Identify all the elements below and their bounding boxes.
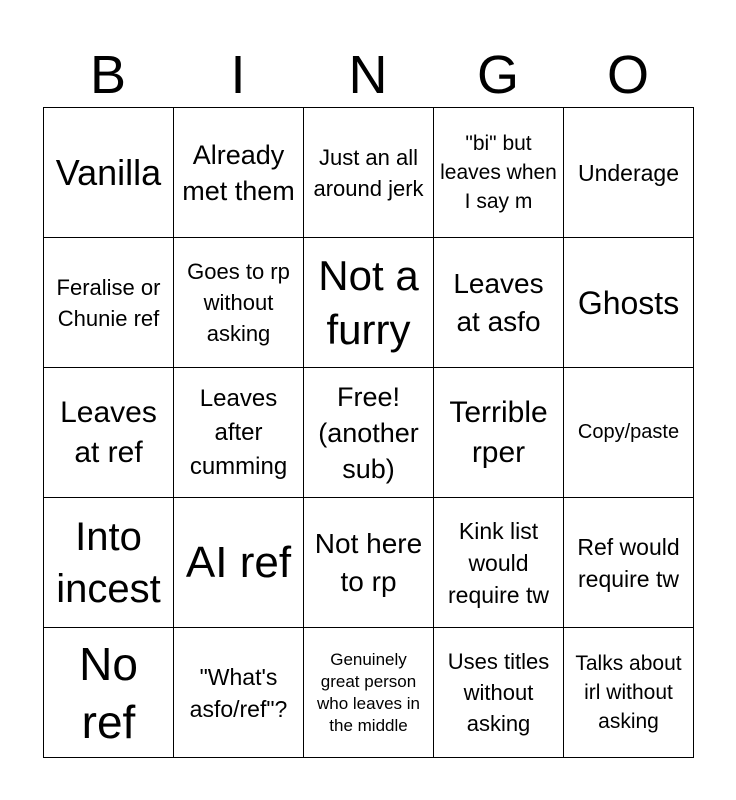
bingo-cell-text: No ref — [79, 637, 138, 748]
bingo-cell-text: Ref would require tw — [577, 533, 680, 592]
bingo-cell[interactable] — [304, 628, 434, 758]
bingo-cell-text: Underage — [577, 159, 680, 186]
bingo-cell-text: Talks about irl without asking — [575, 652, 682, 733]
bingo-cell-text: AI ref — [185, 537, 292, 587]
free-space-cell[interactable] — [304, 368, 434, 498]
bingo-cell[interactable] — [434, 238, 564, 368]
header-letter-i: I — [230, 45, 246, 105]
header-letter-g: G — [476, 45, 519, 105]
bingo-cell[interactable] — [434, 498, 564, 628]
bingo-cell-text: Into incest — [56, 514, 161, 611]
bingo-cell[interactable] — [564, 238, 694, 368]
header-letter-o: O — [606, 45, 649, 105]
bingo-cell-text: Ghosts — [577, 284, 680, 321]
bingo-cell-text: "bi" but leaves when I say m — [440, 132, 557, 213]
free-space-text: Free! (another sub) — [318, 381, 419, 484]
bingo-cell[interactable] — [44, 108, 174, 238]
bingo-cell[interactable] — [304, 108, 434, 238]
bingo-cell[interactable] — [564, 108, 694, 238]
header-letter-b: B — [89, 45, 127, 105]
bingo-cell[interactable] — [434, 108, 564, 238]
bingo-cell-text: Feralise or Chunie ref — [56, 274, 161, 331]
bingo-header — [43, 42, 693, 108]
bingo-cell-text: Terrible rper — [449, 395, 548, 469]
bingo-cell-text: Leaves at asfo — [453, 267, 544, 337]
bingo-cell-text: Goes to rp without asking — [187, 259, 290, 346]
bingo-cell-text: Already met them — [182, 139, 295, 206]
bingo-cell[interactable] — [174, 498, 304, 628]
bingo-cell[interactable] — [304, 498, 434, 628]
bingo-cell-text: Not a furry — [318, 251, 419, 353]
bingo-cell-text: Vanilla — [55, 151, 162, 193]
bingo-cell[interactable] — [44, 368, 174, 498]
bingo-cell-text: Kink list would require tw — [448, 517, 549, 608]
bingo-cell-text: Leaves at ref — [60, 395, 157, 469]
bingo-cell-text: Leaves after cumming — [189, 384, 288, 480]
bingo-cell[interactable] — [434, 628, 564, 758]
bingo-cell[interactable] — [434, 368, 564, 498]
bingo-cell[interactable] — [174, 238, 304, 368]
bingo-cell[interactable] — [174, 108, 304, 238]
bingo-cell[interactable] — [174, 628, 304, 758]
bingo-cell[interactable] — [44, 628, 174, 758]
bingo-cell[interactable] — [304, 238, 434, 368]
bingo-cell[interactable] — [564, 628, 694, 758]
bingo-cell-text: Copy/paste — [577, 421, 680, 443]
bingo-cell-text: "What's asfo/ref"? — [189, 663, 288, 722]
bingo-cell[interactable] — [174, 368, 304, 498]
bingo-cell[interactable] — [44, 238, 174, 368]
bingo-cell[interactable] — [564, 498, 694, 628]
bingo-cell-text: Just an all around jerk — [313, 144, 424, 201]
bingo-cell[interactable] — [44, 498, 174, 628]
bingo-cell-text: Uses titles without asking — [447, 649, 550, 736]
header-letter-n: N — [348, 45, 388, 105]
bingo-card-grid — [43, 107, 694, 758]
bingo-cell-text: Not here to rp — [314, 527, 423, 597]
bingo-cell[interactable] — [564, 368, 694, 498]
bingo-cell-text: Genuinely great person who leaves in the middle — [316, 649, 420, 735]
